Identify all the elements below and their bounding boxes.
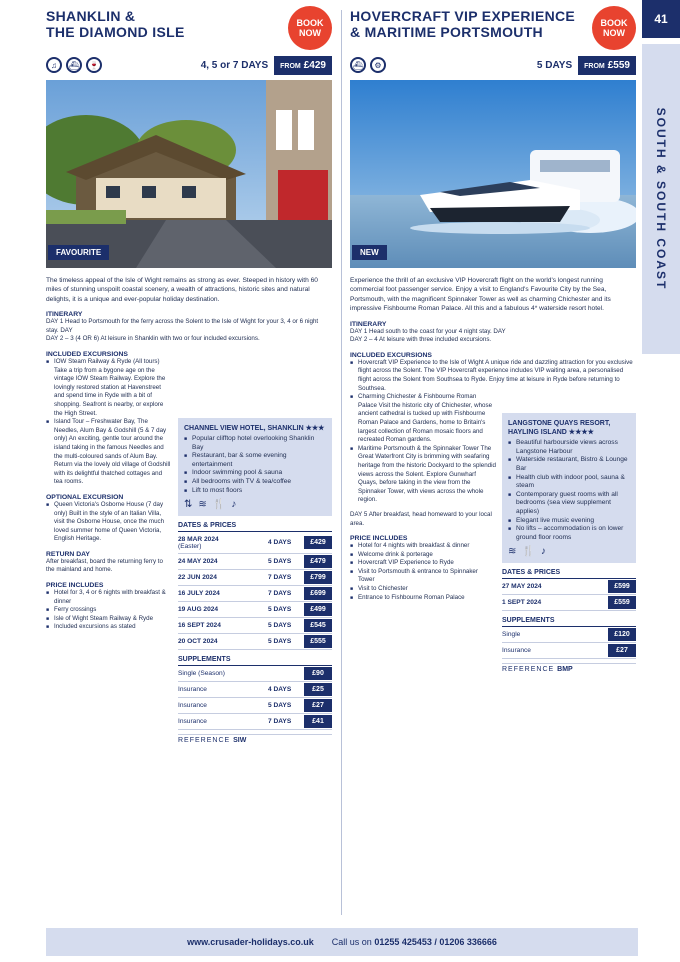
table-row (178, 698, 332, 714)
price: £499 (304, 603, 332, 616)
price-include-item: ■ Isle of Wight Steam Railway & Ryde (46, 615, 172, 624)
optional-excursion-heading: OPTIONAL EXCURSION (46, 493, 124, 501)
date: 16 SEPT 2024 (178, 622, 221, 630)
price: £599 (608, 580, 636, 593)
date: 28 MAR 2024 (178, 535, 219, 543)
table-row (178, 618, 332, 634)
duration: 7 DAYS (268, 574, 292, 582)
entertainment-icon: ♪ (540, 546, 546, 558)
hotel-feature: ■ Elegant live music evening (508, 517, 630, 526)
restaurant-icon: 🍴 (522, 546, 535, 558)
price: £799 (304, 571, 332, 584)
table-row (502, 579, 636, 595)
duration: 5 DAYS (268, 558, 292, 566)
hotel-feature: ■ Popular clifftop hotel overlooking Shanklin Bay (184, 435, 326, 452)
supplements-table (502, 627, 636, 659)
hotel-feature: ■ Indoor swimming pool & sauna (184, 469, 326, 478)
hotel-feature: ■ All bedrooms with TV & tea/coffee (184, 478, 326, 487)
price: £25 (304, 683, 332, 696)
table-row (178, 602, 332, 618)
section-tab[interactable] (642, 44, 680, 354)
itinerary-heading: ITINERARY (46, 311, 83, 319)
price-include-item: ■ Hotel for 3, 4 or 6 nights with breakfast & dinner (46, 589, 172, 606)
hotel-feature: ■ Health club with indoor pool, sauna & steam (508, 474, 630, 491)
hotel-box (178, 418, 332, 516)
supplements-table (178, 666, 332, 730)
itinerary-day-1: DAY 1 Head to Portsmouth for the ferry across the Solent to the Isle of Wight for your 3, 4 or 6 night stay. DAY (46, 318, 319, 334)
price-include-item: ■ Entrance to Fishbourne Roman Palace (350, 594, 496, 603)
pool-icon: ≋ (508, 546, 517, 558)
reference (178, 734, 332, 746)
tour-title (350, 8, 580, 40)
excursion-item: ■ Hovercraft VIP Experience to the Isle of Wight A unique ride and dazzling attraction for you exclusive flight across the Solent. The VIP Hovercraft experience includes VIP waiting area, a personalised flight across the Solent from Southsea to Ryde. Enjoy time at leisure in Ryde before returning to Southsea. (350, 359, 636, 393)
date: 1 SEPT 2024 (502, 599, 542, 607)
price: £429 (304, 536, 332, 549)
favourite-badge: FAVOURITE (48, 245, 109, 260)
from-label: FROM (280, 62, 301, 70)
supplement-label: Insurance (502, 647, 531, 655)
itinerary-day-2: DAY 2 – 4 At leisure with three included excursions. (350, 336, 492, 344)
return-day-text: DAY 5 After breakfast, head homeward to your local area. (350, 510, 492, 527)
table-row (502, 595, 636, 611)
optional-excursion-item: ■ Queen Victoria's Osborne House (7 day only) Built in the style of an Italian Villa, visit the Osborne House, once the much loved summer home of Queen Victoria, English Heritage. (46, 501, 172, 544)
reference (502, 663, 636, 675)
reference-label: REFERENCE (502, 666, 555, 674)
tour-duration: 5 DAYS (536, 59, 573, 71)
tour-duration: 4, 5 or 7 DAYS (200, 59, 269, 71)
dates-table (178, 532, 332, 650)
dates-prices-heading: DATES & PRICES (502, 567, 636, 579)
boat-icon: ⛴ (350, 57, 366, 73)
table-row (178, 570, 332, 586)
duration: 5 DAYS (268, 702, 292, 710)
table-row (178, 714, 332, 730)
tour-intro: Experience the thrill of an exclusive VIP Hovercraft flight on the world's longest running commercial foot passenger service. Enjoy a visit to England's Favourite City by the Sea, Portsmouth, with the magnificent Spinnaker Tower as well as charming Chichester and its impressive Fishbourne Roman Palace. All this and a fabulous 4* waterside resort hotel. (350, 277, 611, 313)
table-row (178, 532, 332, 554)
excursion-item: ■ Island Tour – Freshwater Bay, The Needles, Alum Bay & Godshill (5 & 7 day only) An exciting, gentle tour around the island taking in the famous Needles and the multi-coloured sands of Alum Bay. Return via the lovely old village of Godshill with its delightful thatched cottages and tea rooms. (46, 418, 172, 487)
title-line-2: & MARITIME PORTSMOUTH (350, 24, 543, 40)
from-price (578, 56, 636, 75)
price-includes-heading: PRICE INCLUDES (350, 535, 408, 543)
boat-icon: ⛴ (66, 57, 82, 73)
duration: 5 DAYS (268, 638, 292, 646)
itinerary-day-1: DAY 1 Head south to the coast for your 4 night stay. DAY (350, 327, 506, 335)
reference-code: BMP (557, 666, 573, 674)
restaurant-icon: 🍴 (212, 499, 226, 511)
dates-prices-heading: DATES & PRICES (178, 520, 332, 532)
date: 16 JULY 2024 (178, 590, 220, 598)
price: £479 (304, 555, 332, 568)
tour-title (46, 8, 276, 40)
book-now-button[interactable] (592, 6, 636, 50)
hovercraft-photo (350, 80, 636, 268)
supplements-heading: SUPPLEMENTS (502, 615, 636, 627)
date-note: (Easter) (178, 542, 202, 550)
now-label: NOW (603, 28, 625, 38)
price: £559 (608, 596, 636, 609)
hovercraft-image (350, 80, 636, 268)
duration: 4 DAYS (268, 539, 292, 547)
section-tab-label: SOUTH & SOUTH COAST (654, 107, 668, 291)
price-include-item: ■ Hotel for 4 nights with breakfast & dinner (350, 542, 496, 551)
duration: 5 DAYS (268, 622, 292, 630)
from-price (274, 56, 332, 75)
supplement-label: Insurance (178, 702, 207, 710)
price-include-item: ■ Welcome drink & porterage (350, 551, 496, 560)
gear-icon: ⚙ (370, 57, 386, 73)
excursions-heading: INCLUDED EXCURSIONS (46, 351, 128, 358)
excursion-item: ■ Charming Chichester & Fishbourne Roman Palace Visit the historic city of Chichester, whose ancient cathedral is tucked up with Fishbourne Roman Palace and Gardens, home to Britain's largest collection of Roman mosaic floors and recreated Roman gardens. (350, 393, 496, 445)
price-includes-heading: PRICE INCLUDES (46, 582, 104, 590)
hotel-name: CHANNEL VIEW HOTEL, SHANKLIN ★★★ (184, 425, 325, 432)
table-row (178, 634, 332, 650)
from-price-value: £429 (303, 59, 326, 71)
price: £699 (304, 587, 332, 600)
table-row (502, 643, 636, 659)
entertainment-icon: ♪ (231, 499, 237, 511)
call-label: Call us on (331, 937, 372, 947)
hotel-name: LANGSTONE QUAYS RESORT, HAYLING ISLAND ★★★★ (508, 420, 611, 437)
page-number: 41 (642, 0, 680, 38)
book-label: BOOK (600, 18, 628, 28)
table-row (178, 666, 332, 682)
hotel-feature: ■ Waterside restaurant, Bistro & Lounge Bar (508, 456, 630, 473)
hovercraft-tour (350, 8, 636, 675)
excursions-heading: INCLUDED EXCURSIONS (350, 351, 432, 359)
date: 19 AUG 2024 (178, 606, 219, 614)
now-label: NOW (299, 28, 321, 38)
date: 22 JUN 2024 (178, 574, 217, 582)
excursion-item: ■ IOW Steam Railway & Ryde (All tours) Take a trip from a bygone age on the vintage IOW Steam Railway. Explore the lovingly restored station at Havenstreet and spend time in Ryde with a bit of shopping. Seafront is nearby, or explore the High Street. (46, 358, 172, 418)
tour-intro: The timeless appeal of the Isle of Wight remains as strong as ever. Steeped in history with 60 miles of stunning unspoilt coastal scenery, a wealth of attractions, historic sites and natural delights, it is a unique and ever-popular holiday destination. (46, 277, 318, 303)
wine-icon: 🍷 (86, 57, 102, 73)
music-icon: ♫ (46, 57, 62, 73)
hotel-feature: ■ Contemporary guest rooms with all bedrooms (sea view supplement applies) (508, 491, 630, 517)
hotel-feature: ■ Restaurant, bar & some evening entertainment (184, 452, 326, 469)
date: 24 MAY 2024 (178, 558, 218, 566)
itinerary-day-2: DAY 2 – 3 (4 OR 6) At leisure in Shanklin with two or four included excursions. (46, 335, 260, 343)
hotel-feature: ■ Lift to most floors (184, 487, 326, 496)
lift-icon: ⇅ (184, 499, 193, 511)
hotel-feature: ■ No lifts – accommodation is on lower ground floor rooms (508, 525, 630, 542)
website-link[interactable]: www.crusader-holidays.co.uk (187, 937, 314, 947)
price: £41 (304, 715, 332, 728)
book-label: BOOK (296, 18, 324, 28)
book-now-button[interactable] (288, 6, 332, 50)
hotel-box (502, 413, 636, 563)
title-line-1: HOVERCRAFT VIP EXPERIENCE (350, 8, 576, 24)
price-include-item: ■ Included excursions as stated (46, 623, 172, 632)
reference-label: REFERENCE (178, 737, 231, 745)
price: £27 (608, 644, 636, 657)
supplement-label: Single (502, 631, 521, 639)
phone-numbers[interactable]: 01255 425453 / 01206 336666 (374, 937, 497, 947)
village-photo (46, 80, 332, 268)
date: 27 MAY 2024 (502, 583, 542, 591)
village-street-image (46, 80, 332, 268)
title-line-1: SHANKLIN & (46, 8, 136, 24)
title-line-2: THE DIAMOND ISLE (46, 24, 185, 40)
supplements-heading: SUPPLEMENTS (178, 654, 332, 666)
column-divider (341, 10, 342, 915)
price: £27 (304, 699, 332, 712)
supplement-label: Single (Season) (178, 670, 225, 678)
supplement-label: Insurance (178, 718, 207, 726)
price-include-item: ■ Ferry crossings (46, 606, 172, 615)
return-day-text: After breakfast, board the returning ferry to the mainland and home. (46, 557, 163, 574)
price: £545 (304, 619, 332, 632)
price-include-item: ■ Visit to Portsmouth & entrance to Spinnaker Tower (350, 568, 496, 585)
from-price-value: £559 (607, 59, 630, 71)
duration: 4 DAYS (268, 686, 292, 694)
return-day-heading: RETURN DAY (46, 550, 90, 558)
hotel-feature: ■ Beautiful harbourside views across Langstone Harbour (508, 439, 630, 456)
duration: 7 DAYS (268, 718, 292, 726)
table-row (178, 554, 332, 570)
duration: 7 DAYS (268, 590, 292, 598)
phone-info (332, 937, 497, 947)
price: £555 (304, 635, 332, 648)
from-label: FROM (584, 62, 605, 70)
itinerary-heading: ITINERARY (350, 320, 387, 328)
duration: 5 DAYS (268, 606, 292, 614)
price-include-item: ■ Visit to Chichester (350, 585, 496, 594)
footer-bar (46, 928, 638, 956)
dates-table (502, 579, 636, 611)
table-row (178, 586, 332, 602)
reference-code: SIW (233, 737, 247, 745)
price-include-item: ■ Hovercraft VIP Experience to Ryde (350, 559, 496, 568)
date: 20 OCT 2024 (178, 638, 218, 646)
shanklin-tour (46, 8, 332, 746)
pool-icon: ≋ (198, 499, 207, 511)
table-row (502, 627, 636, 643)
excursion-item: ■ Maritime Portsmouth & the Spinnaker Tower The Great Waterfront City is brimming with seafaring heritage from the historic Dockyard to the splendid views across the Solent. Explore Gunwharf Quays, before taking in the view from the Spinnaker Tower, with views across the whole region. (350, 445, 496, 505)
table-row (178, 682, 332, 698)
price: £90 (304, 667, 332, 680)
new-badge: NEW (352, 245, 387, 260)
supplement-label: Insurance (178, 686, 207, 694)
price: £120 (608, 628, 636, 641)
